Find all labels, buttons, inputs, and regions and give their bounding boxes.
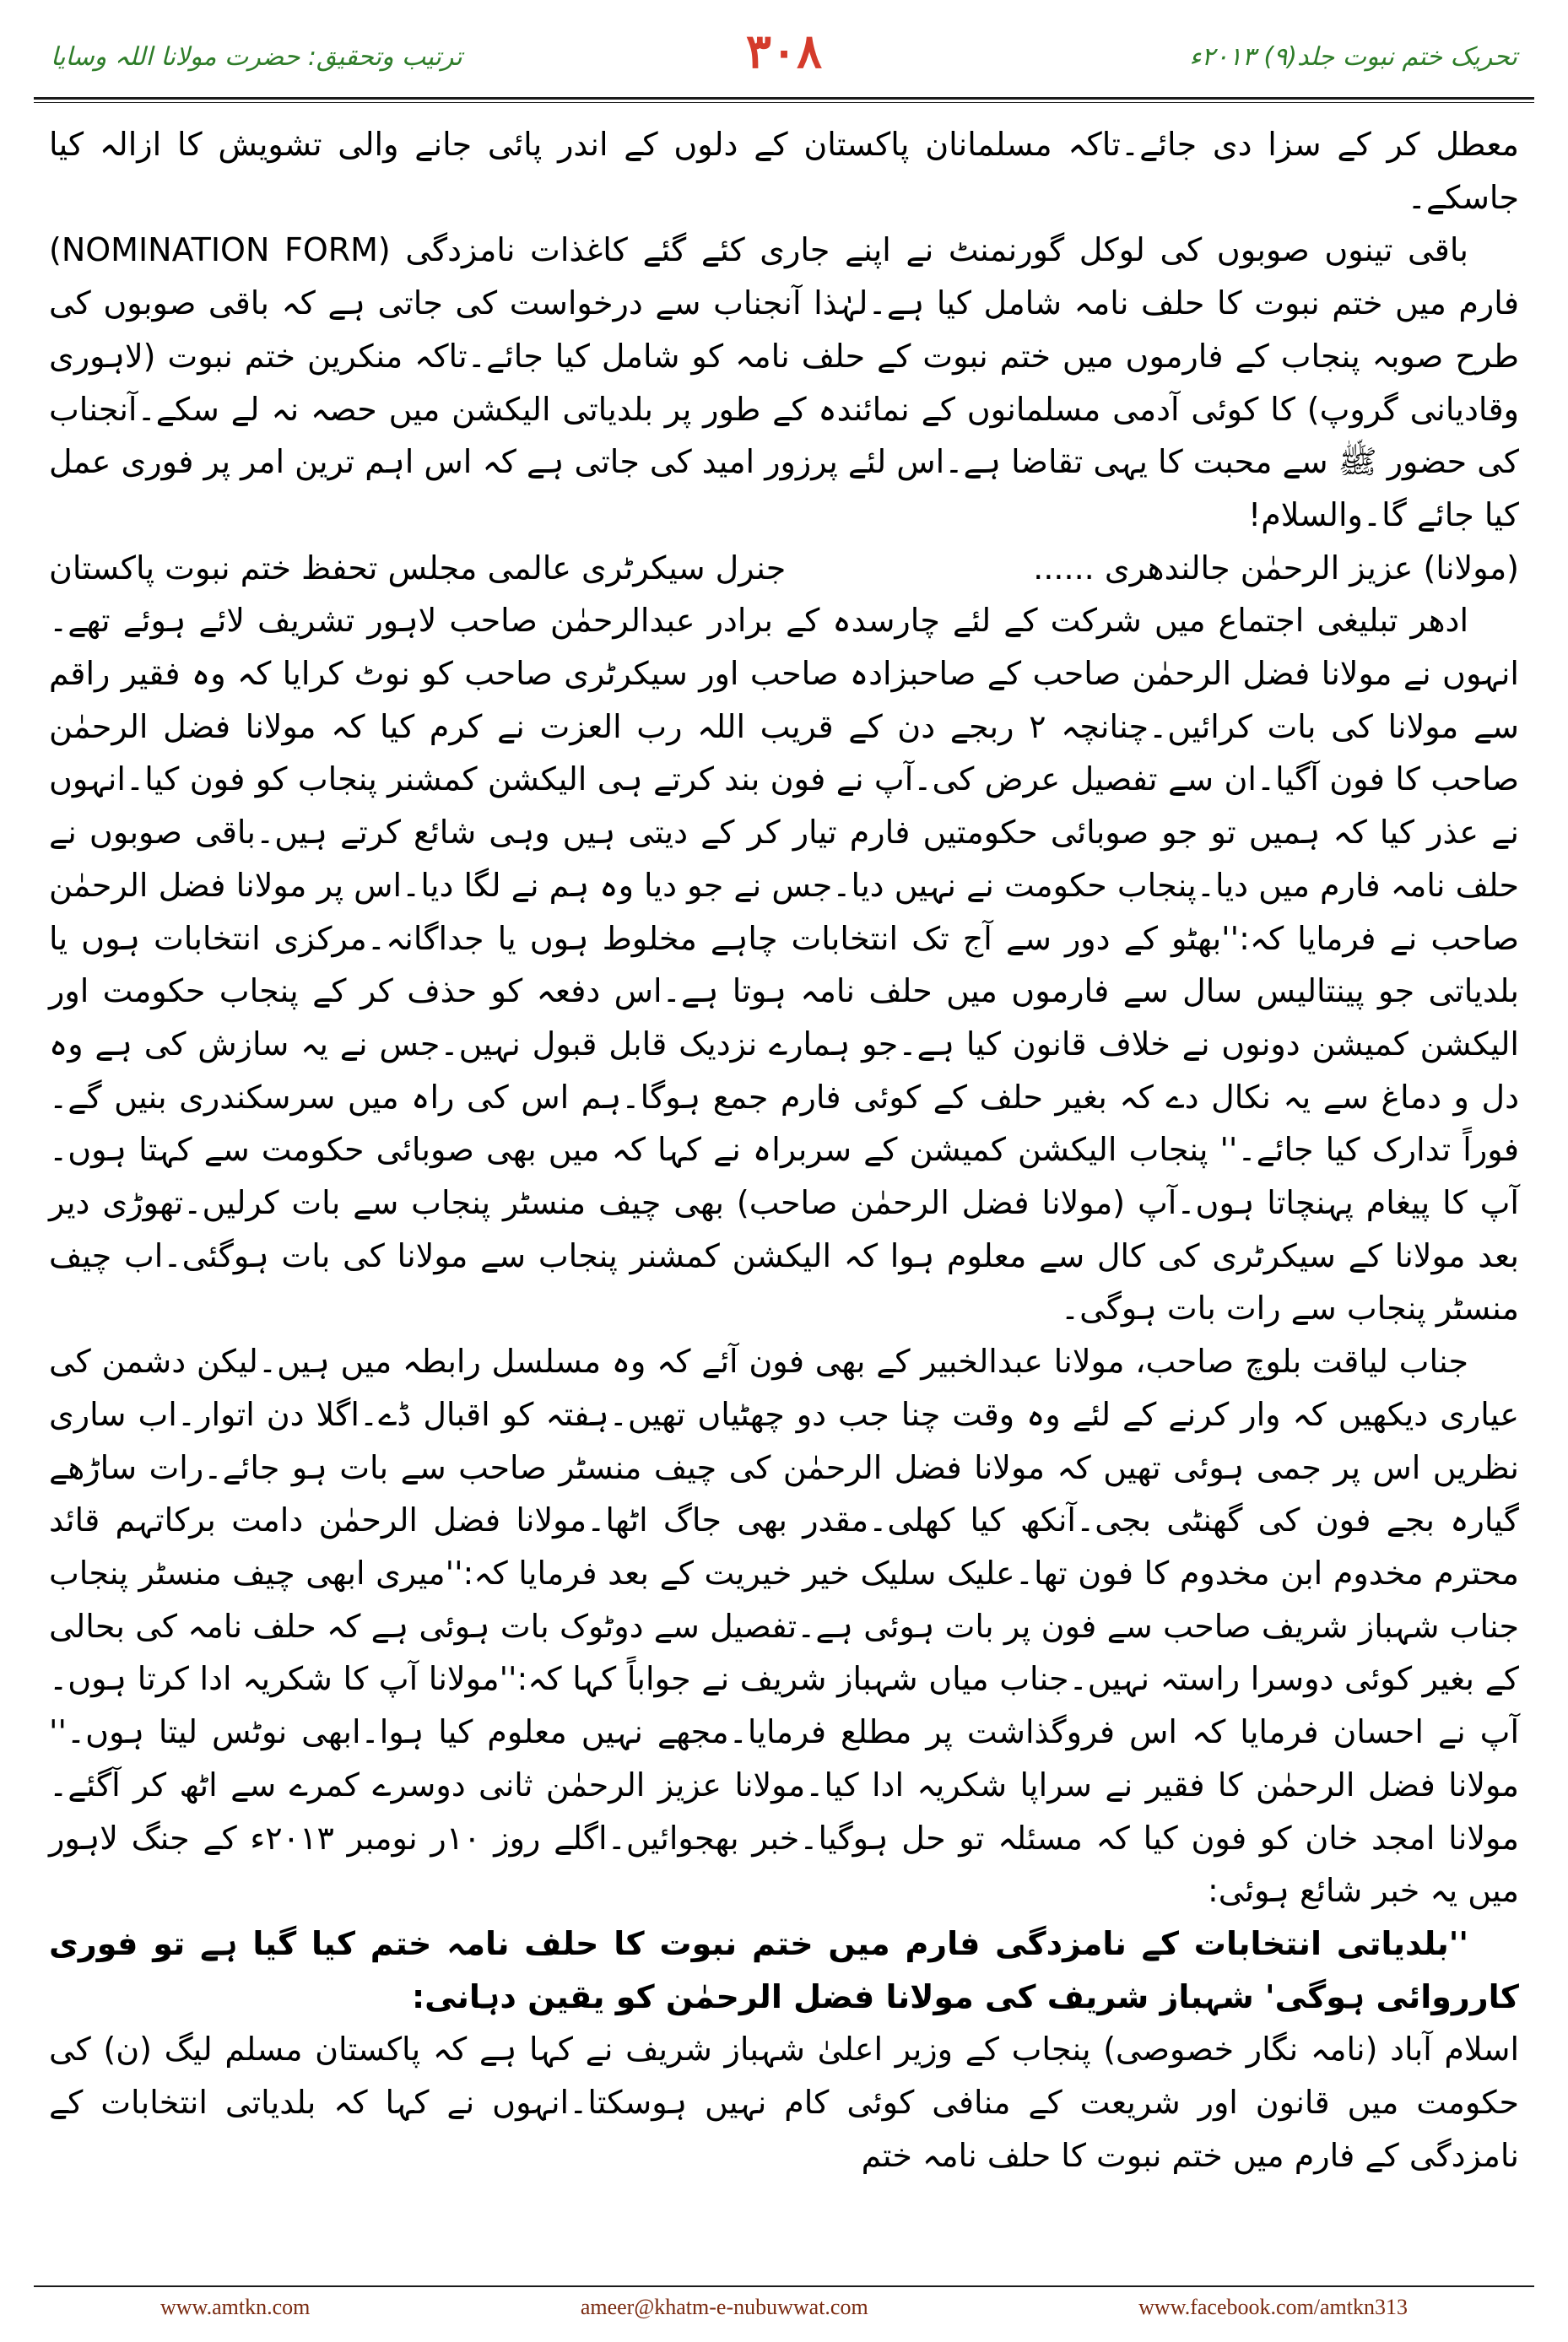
paragraph: باقی تینوں صوبوں کی لوکل گورنمنٹ نے اپنے جاری کئے گئے کاغذات نامزدگی (NOMINATION FORM) فارم میں ختم نبوت کا حلف نامہ شامل کیا ہے۔لہٰذا آنجناب سے درخواست کی جاتی ہے کہ باقی صوبوں کی طرح صوبہ پنجاب کے فارموں میں ختم نبوت کے حلف نامہ کو شامل کیا جائے۔تاکہ منکرین ختم نبوت (لاہوری وقادیانی گروپ) کا کوئی آدمی مسلمانوں کے نمائندہ کے طور پر بلدیاتی الیکشن میں حصہ نہ لے سکے۔آنجناب کی حضور ﷺ سے محبت کا یہی تقاضا ہے۔اس لئے پرزور امید کی جاتی ہے کہ اس اہم ترین امر پر فوری عمل کیا جائے گا۔والسلام! [49, 231, 1519, 533]
header-rule [34, 97, 1534, 100]
book-title: تحریک ختم نبوت جلد(۹) ۲۰۱۳ء [1189, 42, 1517, 72]
footer-facebook-link[interactable]: www.facebook.com/amtkn313 [1138, 2295, 1408, 2319]
news-heading: ''بلدیاتی انتخابات کے نامزدگی فارم میں ختم نبوت کا حلف نامہ ختم کیا گیا ہے تو فوری کارروائی ہوگی' شہباز شریف کی مولانا فضل الرحمٰن کو یقین دہانی: [49, 1924, 1519, 2015]
signature-line [49, 542, 1519, 595]
news-body: اسلام آباد (نامہ نگار خصوصی) پنجاب کے وزیر اعلیٰ شہباز شریف نے کہا ہے کہ پاکستان مسلم لیگ (ن) کی حکومت میں قانون اور شریعت کے منافی کوئی کام نہیں ہوسکتا۔انہوں نے کہا کہ بلدیاتی انتخابات کے نامزدگی کے فارم میں ختم نبوت کا حلف نامہ ختم [49, 2031, 1519, 2174]
paragraph: معطل کر کے سزا دی جائے۔تاکہ مسلمانان پاکستان کے دلوں کے اندر پائی جانے والی تشویش کا ازالہ کیا جاسکے۔ [49, 126, 1519, 216]
signature-name: (مولانا) عزیز الرحمٰن جالندھری ...... [1033, 549, 1519, 587]
signature-title: جنرل سیکرٹری عالمی مجلس تحفظ ختم نبوت پاکستان [49, 549, 787, 587]
paragraph: ادھر تبلیغی اجتماع میں شرکت کے لئے چارسدہ کے برادر عبدالرحمٰن صاحب لاہور تشریف لائے ہوئے تھے۔انہوں نے مولانا فضل الرحمٰن صاحب کے صاحبزادہ صاحب اور سیکرٹری صاحب کو نوٹ کرایا کہ وہ فقیر راقم سے مولانا کی بات کرائیں۔چنانچہ ۲ ربجے دن کے قریب اللہ رب العزت نے کرم کیا کہ مولانا فضل الرحمٰن صاحب کا فون آگیا۔ان سے تفصیل عرض کی۔آپ نے فون بند کرتے ہی الیکشن کمشنر پنجاب کو فون کیا۔انہوں نے عذر کیا کہ ہمیں تو جو صوبائی حکومتیں فارم تیار کر کے دیتی ہیں وہی شائع کرتے ہیں۔باقی صوبوں نے حلف نامہ فارم میں دیا۔پنجاب حکومت نے نہیں دیا۔جس نے جو دیا وہ ہم نے لگا دیا۔اس پر مولانا فضل الرحمٰن صاحب نے فرمایا کہ:''بھٹو کے دور سے آج تک انتخابات چاہے مخلوط ہوں یا جداگانہ۔مرکزی انتخابات ہوں یا بلدیاتی جو پینتالیس سال سے فارموں میں حلف نامہ ہوتا ہے۔اس دفعہ کو حذف کر کے پنجاب حکومت اور الیکشن کمیشن دونوں نے خلاف قانون کیا ہے۔جو ہمارے نزدیک قابل قبول نہیں۔جس نے یہ سازش کی ہے وہ دل و دماغ سے یہ نکال دے کہ بغیر حلف کے کوئی فارم جمع ہوگا۔ہم اس کی راہ میں سرسکندری بنیں گے۔فوراً تدارک کیا جائے۔'' پنجاب الیکشن کمیشن کے سربراہ نے کہا کہ میں بھی صوبائی حکومت سے کہتا ہوں۔آپ کا پیغام پہنچاتا ہوں۔آپ (مولانا فضل الرحمٰن صاحب) بھی چیف منسٹر پنجاب سے بات کرلیں۔تھوڑی دیر بعد مولانا کے سیکرٹری کی کال سے معلوم ہوا کہ الیکشن کمشنر پنجاب سے مولانا کی بات ہوگئی۔اب چیف منسٹر پنجاب سے رات بات ہوگی۔ [49, 602, 1519, 1328]
header-rule-thin [34, 102, 1534, 103]
paragraph: جناب لیاقت بلوچ صاحب، مولانا عبدالخبیر کے بھی فون آئے کہ وہ مسلسل رابطہ میں ہیں۔لیکن دشمن کی عیاری دیکھیں کہ وار کرنے کے لئے وہ وقت چنا جب دو چھٹیاں تھیں۔ہفتہ کو اقبال ڈے۔اگلا دن اتوار۔اب ساری نظریں اس پر جمی ہوئی تھیں کہ مولانا فضل الرحمٰن کی چیف منسٹر صاحب سے بات ہو جائے۔رات ساڑھے گیارہ بجے فون کی گھنٹی بجی۔آنکھ کیا کھلی۔مقدر بھی جاگ اٹھا۔مولانا فضل الرحمٰن دامت برکاتہم قائد محترم مخدوم ابن مخدوم کا فون تھا۔علیک سلیک خیر خیریت کے بعد فرمایا کہ:''میری ابھی چیف منسٹر پنجاب جناب شہباز شریف صاحب سے فون پر بات ہوئی ہے۔تفصیل سے دوٹوک بات ہوئی ہے کہ حلف نامہ کی بحالی کے بغیر کوئی دوسرا راستہ نہیں۔جناب میاں شہباز شریف نے جواباً کہا کہ:''مولانا آپ کا شکریہ ادا کرتا ہوں۔آپ نے احسان فرمایا کہ اس فروگذاشت پر مطلع فرمایا۔مجھے نہیں معلوم کیا ہوا۔ابھی نوٹس لیتا ہوں۔'' مولانا فضل الرحمٰن کا فقیر نے سراپا شکریہ ادا کیا۔مولانا عزیز الرحمٰن ثانی دوسرے کمرے سے اٹھ کر آگئے۔مولانا امجد خان کو فون کیا کہ مسئلہ تو حل ہوگیا۔خبر بھجوائیں۔اگلے روز ۱۰ر نومبر ۲۰۱۳ء کے جنگ لاہور میں یہ خبر شائع ہوئی: [49, 1343, 1519, 1910]
footer-website-link[interactable]: www.amtkn.com [160, 2295, 311, 2319]
compiler-credit: ترتیب وتحقیق: حضرت مولانا اللہ وسایا [51, 42, 462, 72]
document-body [49, 118, 1519, 2182]
footer-email-link[interactable]: ameer@khatm-e-nubuwwat.com [580, 2295, 868, 2319]
page-header [34, 24, 1534, 100]
page-footer [34, 2285, 1534, 2328]
page-number: ۳۰۸ [745, 24, 823, 79]
